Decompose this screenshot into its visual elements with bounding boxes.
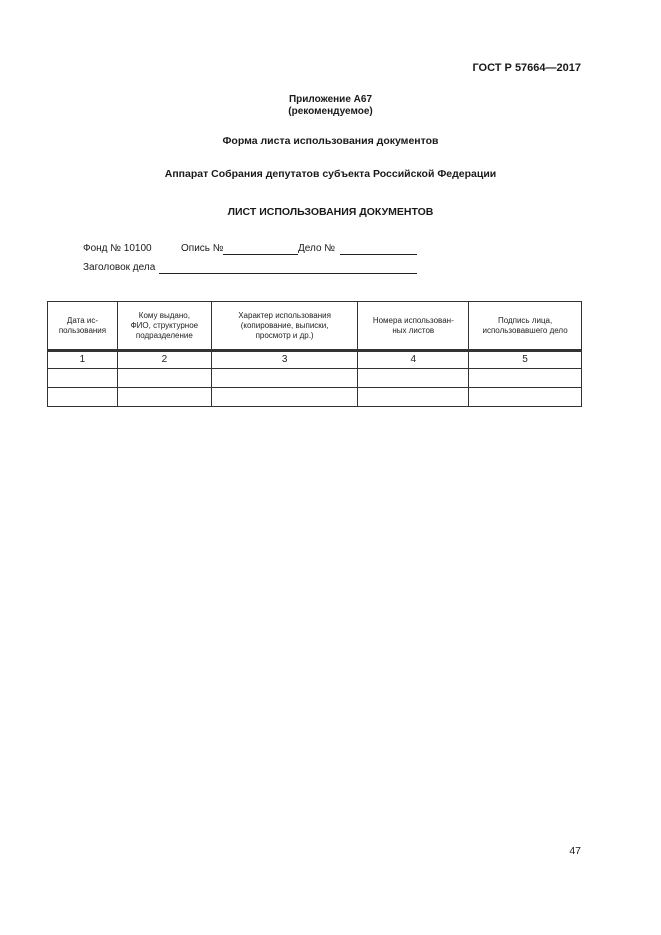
table-row: [48, 388, 582, 407]
page-number: 47: [569, 845, 581, 857]
col-number-2: 2: [117, 352, 211, 369]
header-usage-type: Характер использования (копирование, выписки, просмотр и др.): [211, 302, 358, 351]
organization-name: Аппарат Собрания депутатов субъекта Российской Федерации: [164, 168, 497, 180]
col-number-1: 1: [48, 352, 118, 369]
opis-label: Опись №: [181, 243, 224, 254]
fond-label: Фонд № 10100: [83, 243, 152, 254]
appendix-status: (рекомендуемое): [288, 106, 373, 117]
delo-underline: [340, 243, 417, 255]
appendix-heading: [0, 94, 661, 118]
opis-underline: [223, 243, 298, 255]
header-date: Дата ис- пользования: [48, 302, 118, 351]
header-sheet-numbers: Номера использован- ных листов: [358, 302, 469, 351]
usage-table: [47, 301, 582, 407]
column-number-row: [48, 352, 582, 369]
col-number-5: 5: [469, 352, 582, 369]
title-underline: [159, 262, 417, 274]
col-number-4: 4: [358, 352, 469, 369]
sheet-title: ЛИСТ ИСПОЛЬЗОВАНИЯ ДОКУМЕНТОВ: [227, 206, 434, 218]
col-number-3: 3: [211, 352, 358, 369]
standard-code: ГОСТ Р 57664—2017: [472, 62, 581, 74]
appendix-name: Приложение А67: [288, 94, 373, 105]
delo-label: Дело №: [298, 243, 336, 254]
table-header-row: [48, 302, 582, 351]
table-row: [48, 369, 582, 388]
title-label: Заголовок дела: [83, 262, 156, 273]
header-issued-to: Кому выдано, ФИО, структурное подразделение: [117, 302, 211, 351]
header-signature: Подпись лица, использовавшего дело: [469, 302, 582, 351]
form-title: Форма листа использования документов: [222, 135, 439, 147]
